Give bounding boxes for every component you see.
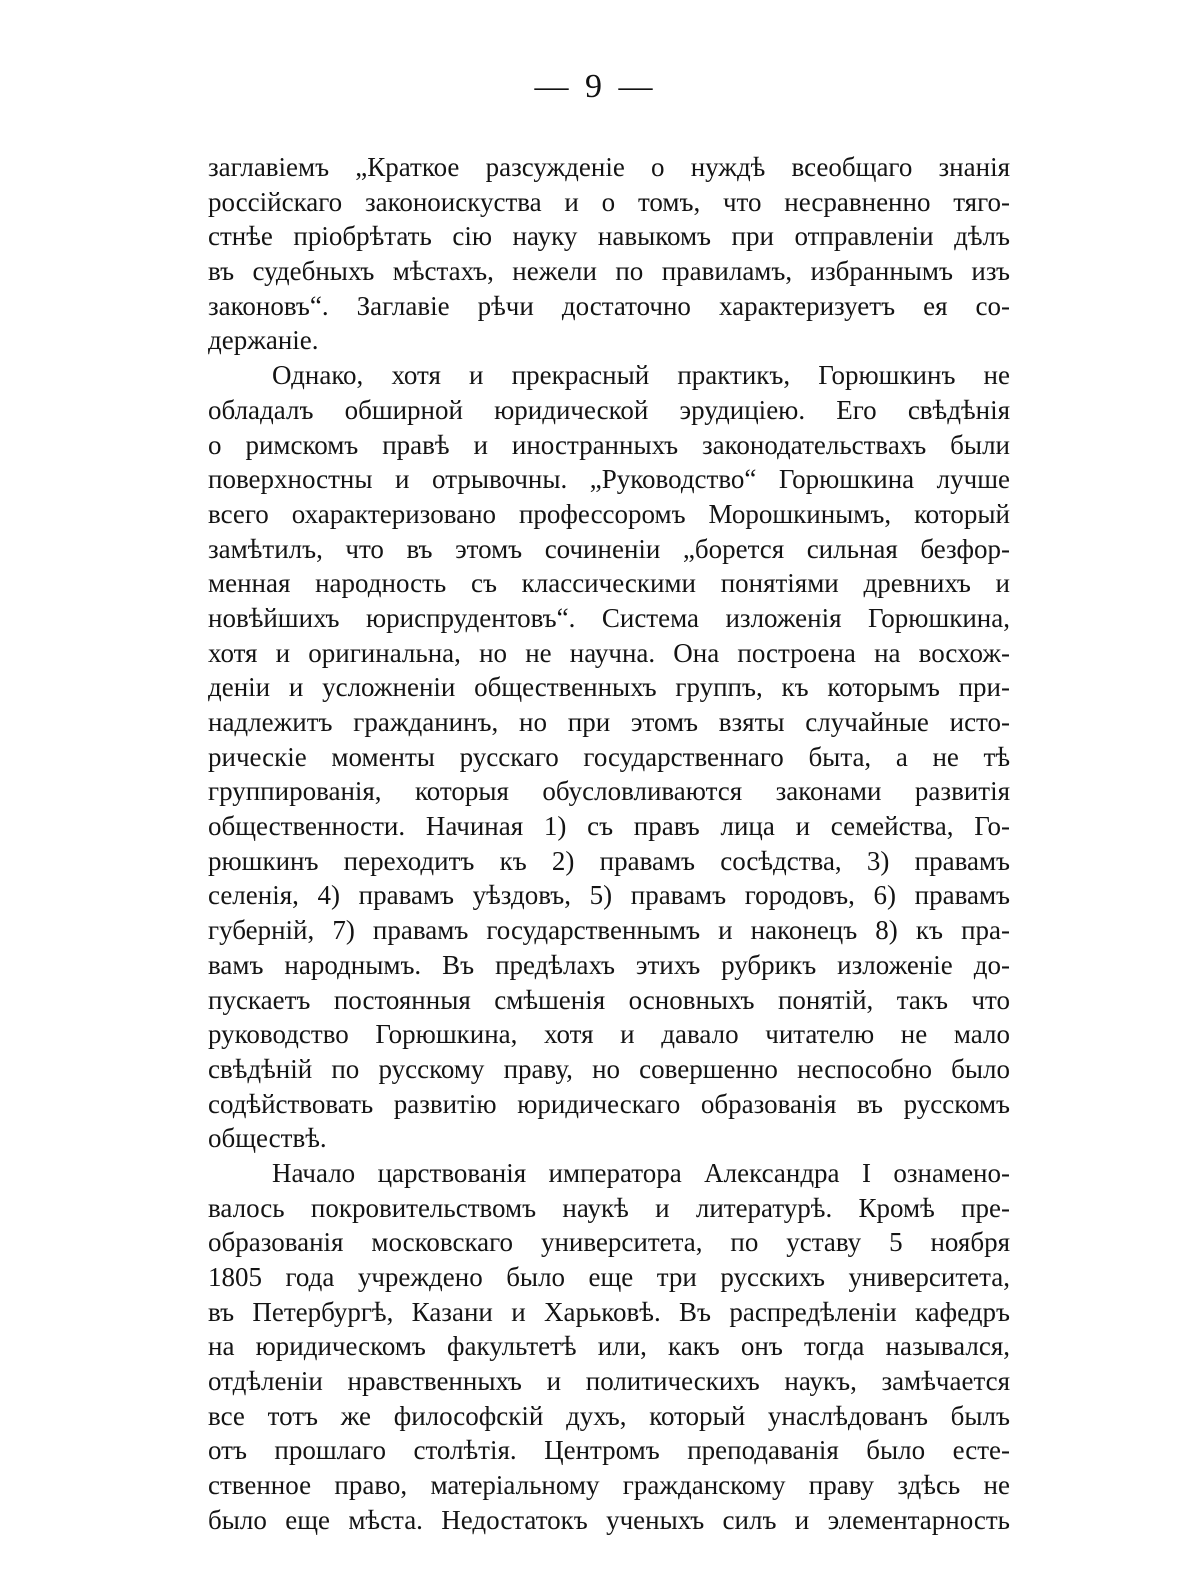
text-line: стнѣе пріобрѣтать сію науку навыкомъ при отправленіи дѣлъ [208, 221, 1010, 252]
text-line: рическіе моменты русскаго государственнаго быта, а не тѣ [208, 741, 1010, 772]
text-line: рюшкинъ переходитъ къ 2) правамъ сосѣдства, 3) правамъ [208, 845, 1010, 876]
text-line: новѣйшихъ юриспрудентовъ“. Система изложенія Горюшкина, [208, 602, 1010, 633]
text-line: ственное право, матеріальному гражданскому праву здѣсь не [208, 1470, 1010, 1501]
text-line: все тотъ же философскій духъ, который унаслѣдованъ былъ [208, 1400, 1010, 1431]
text-line: образованія московскаго университета, по уставу 5 ноября [208, 1227, 1010, 1258]
text-line: отъ прошлаго столѣтія. Центромъ преподаванія было есте- [208, 1435, 1010, 1466]
text-line: замѣтилъ, что въ этомъ сочиненіи „борется сильная безфор- [208, 533, 1010, 564]
text-line: въ судебныхъ мѣстахъ, нежели по правиламъ, избраннымъ изъ [208, 256, 1010, 287]
text-line: отдѣленіи нравственныхъ и политическихъ наукъ, замѣчается [208, 1366, 1010, 1397]
text-line: пускаетъ постоянныя смѣшенія основныхъ понятій, такъ что [208, 984, 1010, 1015]
text-line: 1805 года учреждено было еще три русскихъ университета, [208, 1262, 1010, 1292]
text-line: группированія, которыя обусловливаются законами развитія [208, 776, 1010, 807]
text-line: о римскомъ правѣ и иностранныхъ законодательствахъ были [208, 429, 1010, 460]
text-line: обладалъ обширной юридической эрудиціею. Его свѣдѣнія [208, 394, 1010, 425]
text-line: менная народность съ классическими понятіями древнихъ и [208, 568, 1010, 599]
text-line: содѣйствовать развитію юридическаго образованія въ русскомъ [208, 1088, 1010, 1119]
text-line: всего охарактеризовано профессоромъ Морошкинымъ, который [208, 498, 1010, 529]
text-line: вамъ народнымъ. Въ предѣлахъ этихъ рубрикъ изложеніе до- [208, 949, 1010, 980]
text-line: Однако, хотя и прекрасный практикъ, Горюшкинъ не [272, 360, 1010, 391]
text-line: общественности. Начиная 1) съ правъ лица и семейства, Го- [208, 811, 1010, 842]
text-line: Начало царствованія императора Александра I ознамено- [272, 1157, 1010, 1188]
text-line: обществѣ. [208, 1123, 327, 1154]
text-line: селенія, 4) правамъ уѣздовъ, 5) правамъ городовъ, 6) правамъ [208, 880, 1010, 911]
text-line: на юридическомъ факультетѣ или, какъ онъ тогда назывался, [208, 1331, 1010, 1362]
text-line: заглавіемъ „Краткое разсужденіе о нуждѣ всеобщаго знанія [208, 152, 1010, 182]
text-line: руководство Горюшкина, хотя и давало читателю не мало [208, 1019, 1010, 1050]
text-line: надлежитъ гражданинъ, но при этомъ взяты случайные исто- [208, 707, 1010, 737]
text-line: въ Петербургѣ, Казани и Харьковѣ. Въ распредѣленіи кафедръ [208, 1296, 1010, 1327]
text-line: держаніе. [208, 325, 319, 356]
text-line: свѣдѣній по русскому праву, но совершенно неспособно было [208, 1053, 1010, 1084]
text-line: законовъ“. Заглавіе рѣчи достаточно характеризуетъ ея со- [208, 290, 1010, 321]
text-line: деніи и усложненіи общественныхъ группъ, къ которымъ при- [208, 672, 1010, 703]
text-line: поверхностны и отрывочны. „Руководство“ Горюшкина лучше [208, 464, 1010, 495]
text-line: губерній, 7) правамъ государственнымъ и наконецъ 8) къ пра- [208, 915, 1010, 946]
page-number: — 9 — [534, 68, 657, 105]
text-line: валось покровительствомъ наукѣ и литературѣ. Кромѣ пре- [208, 1192, 1010, 1223]
text-line: было еще мѣста. Недостатокъ ученыхъ силъ и элементарность [208, 1504, 1010, 1535]
body-text [208, 150, 1010, 1538]
text-line: россійскаго законоискуства и о томъ, что несравненно тяго- [208, 186, 1010, 217]
text-line: хотя и оригинальна, но не научна. Она построена на восхож- [208, 637, 1010, 668]
